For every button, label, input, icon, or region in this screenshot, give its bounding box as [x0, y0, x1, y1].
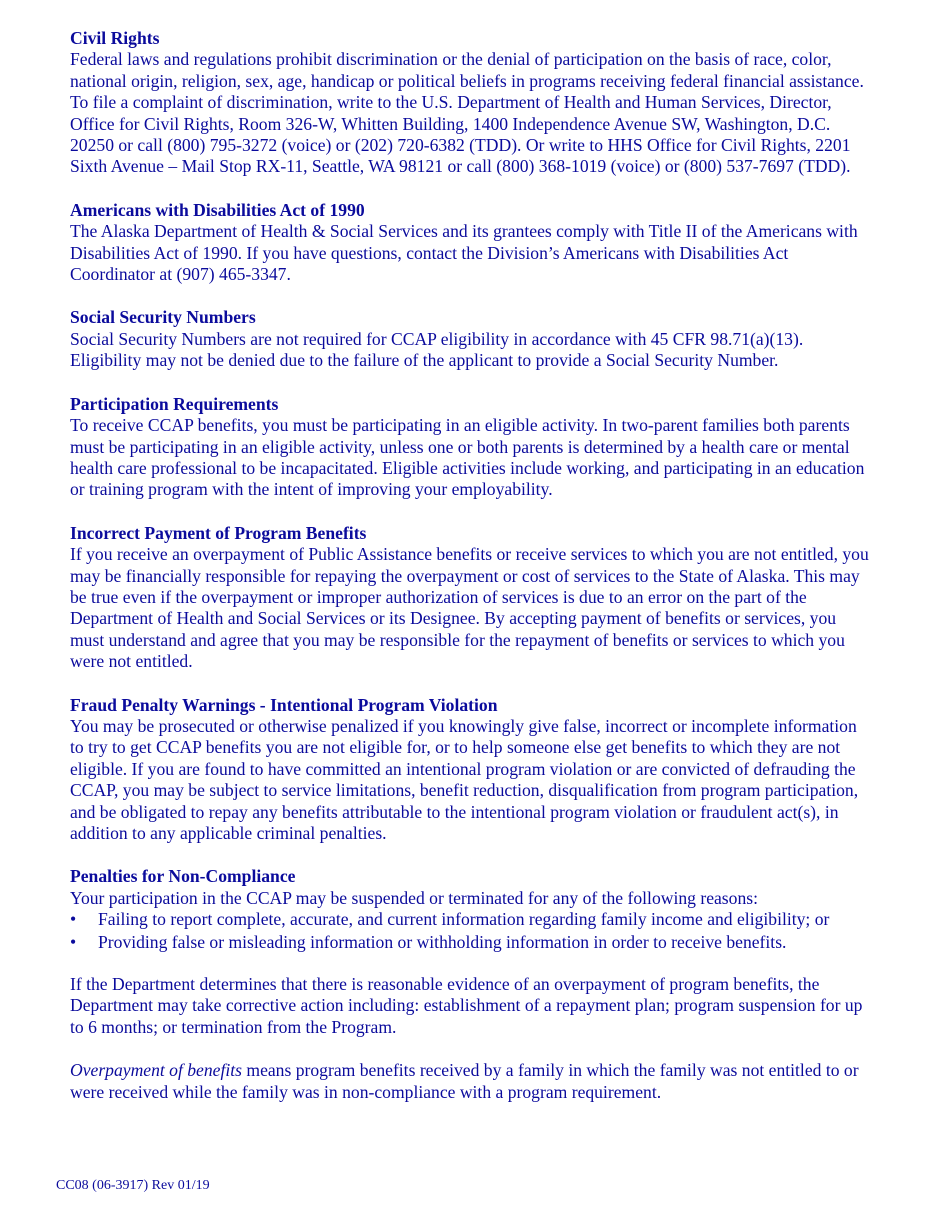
- document-page: [70, 28, 870, 1125]
- list-item-text: Failing to report complete, accurate, and current information regarding family income and eligibility; or: [98, 909, 830, 930]
- definition-paragraph: [70, 1060, 870, 1103]
- section-heading: Fraud Penalty Warnings - Intentional Program Violation: [70, 694, 498, 715]
- list-item: [70, 932, 870, 953]
- section-body: Federal laws and regulations prohibit discrimination or the denial of participation on the basis of race, color, national origin, religion, sex, age, handicap or political beliefs in programs receiving federal financial assistance. To file a complaint of discrimination, write to the U.S. Department of Health and Human Services, Director, Office for Civil Rights, Room 326-W, Whitten Building, 1400 Independence Avenue SW, Washington, D.C. 20250 or call (800) 795-3272 (voice) or (202) 720-6382 (TDD). Or write to HHS Office for Civil Rights, 2201 Sixth Avenue – Mail Stop RX-11, Seattle, WA 98121 or call (800) 368-1019 (voice) or (800) 537-7697 (TDD).: [70, 49, 864, 177]
- section-incorrect-payment: [70, 523, 870, 673]
- section-participation: [70, 394, 870, 501]
- section-body: To receive CCAP benefits, you must be participating in an eligible activity. In two-parent families both parents must be participating in an eligible activity, unless one or both parents is determined by a health care or mental health care professional to be incapacitated. Eligible activities include working, and participating in an education or training program with the intent of improving your employability.: [70, 415, 865, 500]
- section-body: The Alaska Department of Health & Social Services and its grantees comply with Title II of the Americans with Disabilities Act of 1990. If you have questions, contact the Division’s Americans with Disabilities Act Coordinator at (907) 465-3347.: [70, 221, 858, 285]
- section-heading: Penalties for Non-Compliance: [70, 866, 296, 887]
- section-ssn: [70, 307, 870, 371]
- list-item: [70, 909, 870, 930]
- section-heading: Incorrect Payment of Program Benefits: [70, 522, 367, 543]
- section-body: You may be prosecuted or otherwise penalized if you knowingly give false, incorrect or incomplete information to try to get CCAP benefits you are not eligible for, or to help someone else get benefits to which they are not eligible. If you are found to have committed an intentional program violation or are convicted of defrauding the CCAP, you may be subject to service limitations, benefit reduction, disqualification from program participation, and be obligated to repay any benefits attributable to the intentional program violation or fraudulent act(s), in addition to any applicable criminal penalties.: [70, 715, 859, 843]
- form-footer-id: CC08 (06-3917) Rev 01/19: [56, 1178, 210, 1193]
- section-civil-rights: [70, 28, 870, 178]
- definition-text: means program benefits received by a family in which the family was not entitled to or were received while the family was in non-compliance with a program requirement.: [70, 1060, 859, 1102]
- section-heading: Social Security Numbers: [70, 307, 256, 328]
- bullet-icon: •: [70, 909, 77, 930]
- section-heading: Americans with Disabilities Act of 1990: [70, 199, 365, 220]
- section-penalties: [70, 866, 870, 1038]
- penalties-intro: Your participation in the CCAP may be suspended or terminated for any of the following reasons:: [70, 887, 758, 908]
- section-fraud-penalty: [70, 695, 870, 845]
- definition-term: Overpayment of benefits: [70, 1060, 242, 1081]
- section-heading: Participation Requirements: [70, 393, 279, 414]
- section-ada: [70, 200, 870, 286]
- list-item-text: Providing false or misleading information or withholding information in order to receive benefits.: [98, 931, 787, 952]
- section-body: If you receive an overpayment of Public Assistance benefits or receive services to which you are not entitled, you may be financially responsible for repaying the overpayment or cost of services to the State of Alaska. This may be true even if the overpayment or improper authorization of services is due to an error on the part of the Department of Health and Social Services or its Designee. By accepting payment of benefits or services, you must understand and agree that you may be responsible for the repayment of benefits or services to which you were not entitled.: [70, 544, 869, 672]
- bullet-icon: •: [70, 931, 77, 952]
- overpayment-definition: [70, 1060, 870, 1103]
- penalties-corrective-action: If the Department determines that there is reasonable evidence of an overpayment of program benefits, the Department may take corrective action including: establishment of a repayment plan; program suspension for up to 6 months; or termination from the Program.: [70, 974, 863, 1037]
- section-heading: Civil Rights: [70, 28, 160, 48]
- penalties-list: [70, 909, 870, 953]
- section-body: Social Security Numbers are not required for CCAP eligibility in accordance with 45 CFR 98.71(a)(13). Eligibility may not be denied due to the failure of the applicant to provide a Social Security Number.: [70, 328, 804, 371]
